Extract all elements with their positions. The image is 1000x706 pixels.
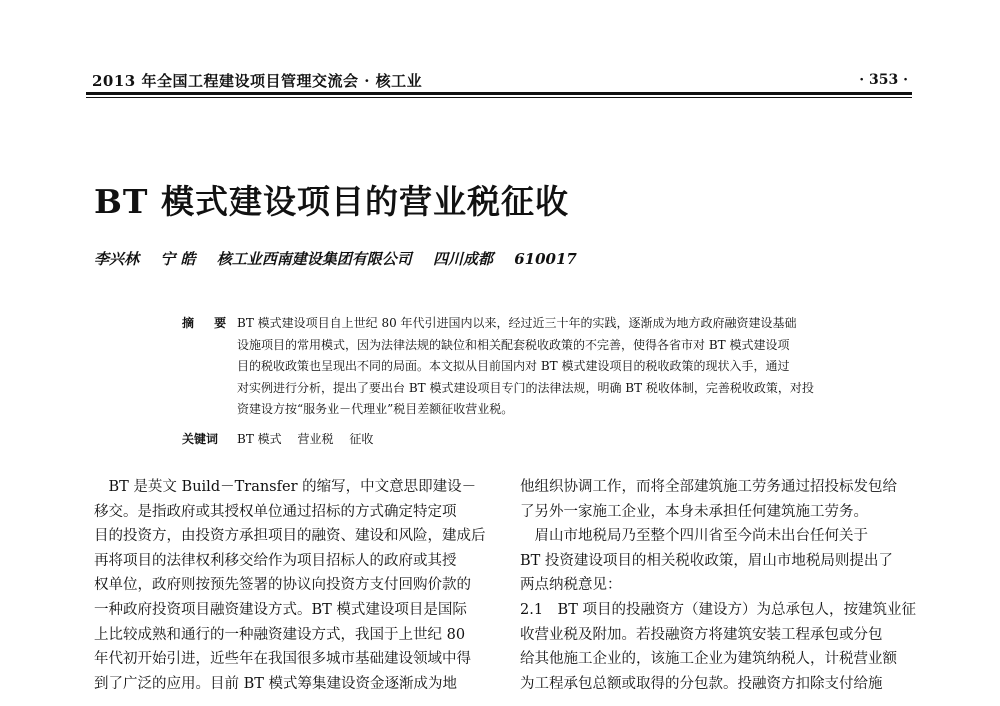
- author-2: 宁 皓: [160, 250, 196, 268]
- body-line: 眉山市地税局乃至整个四川省至今尚未出台任何关于: [520, 528, 868, 545]
- body-column-left: [94, 475, 488, 696]
- keyword: 营业税: [297, 432, 334, 446]
- abstract-line: 目的税收政策也呈现出不同的局面。本文拟从目前国内对 BT 模式建设项目的税收政策的现状入手，通过: [237, 359, 790, 373]
- body-line: 为工程承包总额或取得的分包款。投融资方扣除支付给施: [520, 675, 883, 692]
- body-line: 了另外一家施工企业，本身未承担任何建筑施工劳务。: [520, 503, 868, 520]
- abstract-line: 设施项目的常用模式，因为法律法规的缺位和相关配套税收政策的不完善，使得各省市对 BT 模式建设项: [237, 337, 790, 352]
- header-rule-thin: [86, 97, 912, 98]
- running-header-title: 2013 年全国工程建设项目管理交流会 · 核工业: [92, 72, 423, 90]
- body-line: BT 是英文 Build－Transfer 的缩写，中文意思即建设－: [94, 479, 477, 495]
- body-line: 到了广泛的应用。目前 BT 模式筹集建设资金逐渐成为地: [94, 675, 458, 692]
- section-heading-2-1: 2.1 BT 项目的投融资方（建设方）为总承包人，按建筑业征: [520, 601, 916, 618]
- abstract-text: [237, 313, 814, 421]
- body-line: 移交。是指政府或其授权单位通过招标的方式确定特定项: [94, 503, 457, 520]
- body-line: BT 投资建设项目的相关税收政策，眉山市地税局则提出了: [520, 552, 893, 569]
- body-line: 两点纳税意见：: [520, 577, 622, 594]
- abstract-line: 资建设方按“服务业－代理业”税目差额征收营业税。: [237, 402, 514, 416]
- body-line: 上比较成熟和通行的一种融资建设方式，我国于上世纪 80: [94, 626, 466, 643]
- keywords: [237, 429, 385, 451]
- keyword: BT 模式: [237, 432, 282, 446]
- body-line: 目的投资方，由投资方承担项目的融资、建设和风险，建成后: [94, 528, 486, 545]
- author-1: 李兴林: [94, 250, 140, 268]
- location: 四川成都: [432, 250, 493, 268]
- author-line: [94, 248, 593, 269]
- abstract-line: 对实例进行分析，提出了要出台 BT 模式建设项目专门的法律法规，明确 BT 税收体制，完善税收政策，对投: [237, 380, 814, 395]
- keyword: 征收: [349, 432, 374, 446]
- body-column-right: [520, 475, 914, 696]
- page-number: · 353 ·: [859, 72, 908, 88]
- postal-code: 610017: [514, 250, 577, 268]
- body-line: 一种政府投资项目融资建设方式。BT 模式建设项目是国际: [94, 601, 467, 618]
- body-line: 给其他施工企业的，该施工企业为建筑纳税人，计税营业额: [520, 651, 897, 668]
- keywords-label: 关键词: [182, 432, 219, 446]
- body-line: 权单位，政府则按预先签署的协议向投资方支付回购价款的: [94, 577, 471, 594]
- abstract-label: 摘 要: [182, 316, 235, 330]
- body-line: 他组织协调工作，而将全部建筑施工劳务通过招投标发包给: [520, 479, 897, 495]
- affiliation: 核工业西南建设集团有限公司: [216, 250, 412, 268]
- header-rule-thick: [86, 92, 912, 95]
- paper-title: BT 模式建设项目的营业税征收: [94, 182, 569, 221]
- body-line: 收营业税及附加。若投融资方将建筑安装工程承包或分包: [520, 626, 883, 643]
- body-line: 再将项目的法律权利移交给作为项目招标人的政府或其授: [94, 552, 457, 569]
- body-line: 年代初开始引进，近些年在我国很多城市基础建设领域中得: [94, 651, 471, 668]
- abstract-line: BT 模式建设项目自上世纪 80 年代引进国内以来，经过近三十年的实践，逐渐成为地方政府融资建设基础: [237, 316, 797, 330]
